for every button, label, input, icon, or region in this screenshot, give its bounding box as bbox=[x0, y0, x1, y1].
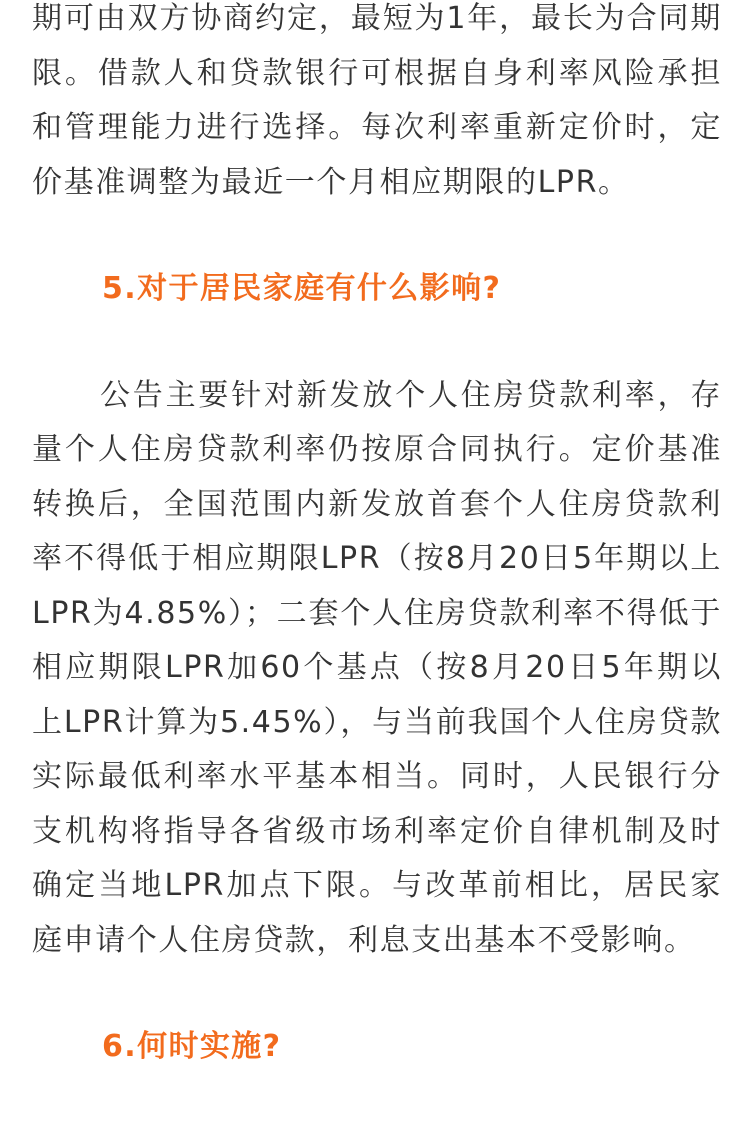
article-body bbox=[32, 0, 722, 1075]
section-6-heading: 6.何时实施? bbox=[102, 1029, 282, 1064]
section-5-paragraph: 公告主要针对新发放个人住房贷款利率，存量个人住房贷款利率仍按原合同执行。定价基准转换后，全国范围内新发放首套个人住房贷款利率不得低于相应期限LPR（按8月20日5年期以上LPR为4.85%）；二套个人住房贷款利率不得低于相应期限LPR加60个基点（按8月20日5年期以上LPR计算为5.45%），与当前我国个人住房贷款实际最低利率水平基本相当。同时，人民银行分支机构将指导各省级市场利率定价自律机制及时确定当地LPR加点下限。与改革前相比，居民家庭申请个人住房贷款，利息支出基本不受影响。 bbox=[32, 377, 722, 958]
intro-paragraph: 期可由双方协商约定，最短为1年，最长为合同期限。借款人和贷款银行可根据自身利率风险承担和管理能力进行选择。每次利率重新定价时，定价基准调整为最近一个月相应期限的LPR。 bbox=[32, 1, 722, 200]
section-5-heading: 5.对于居民家庭有什么影响? bbox=[102, 271, 502, 306]
